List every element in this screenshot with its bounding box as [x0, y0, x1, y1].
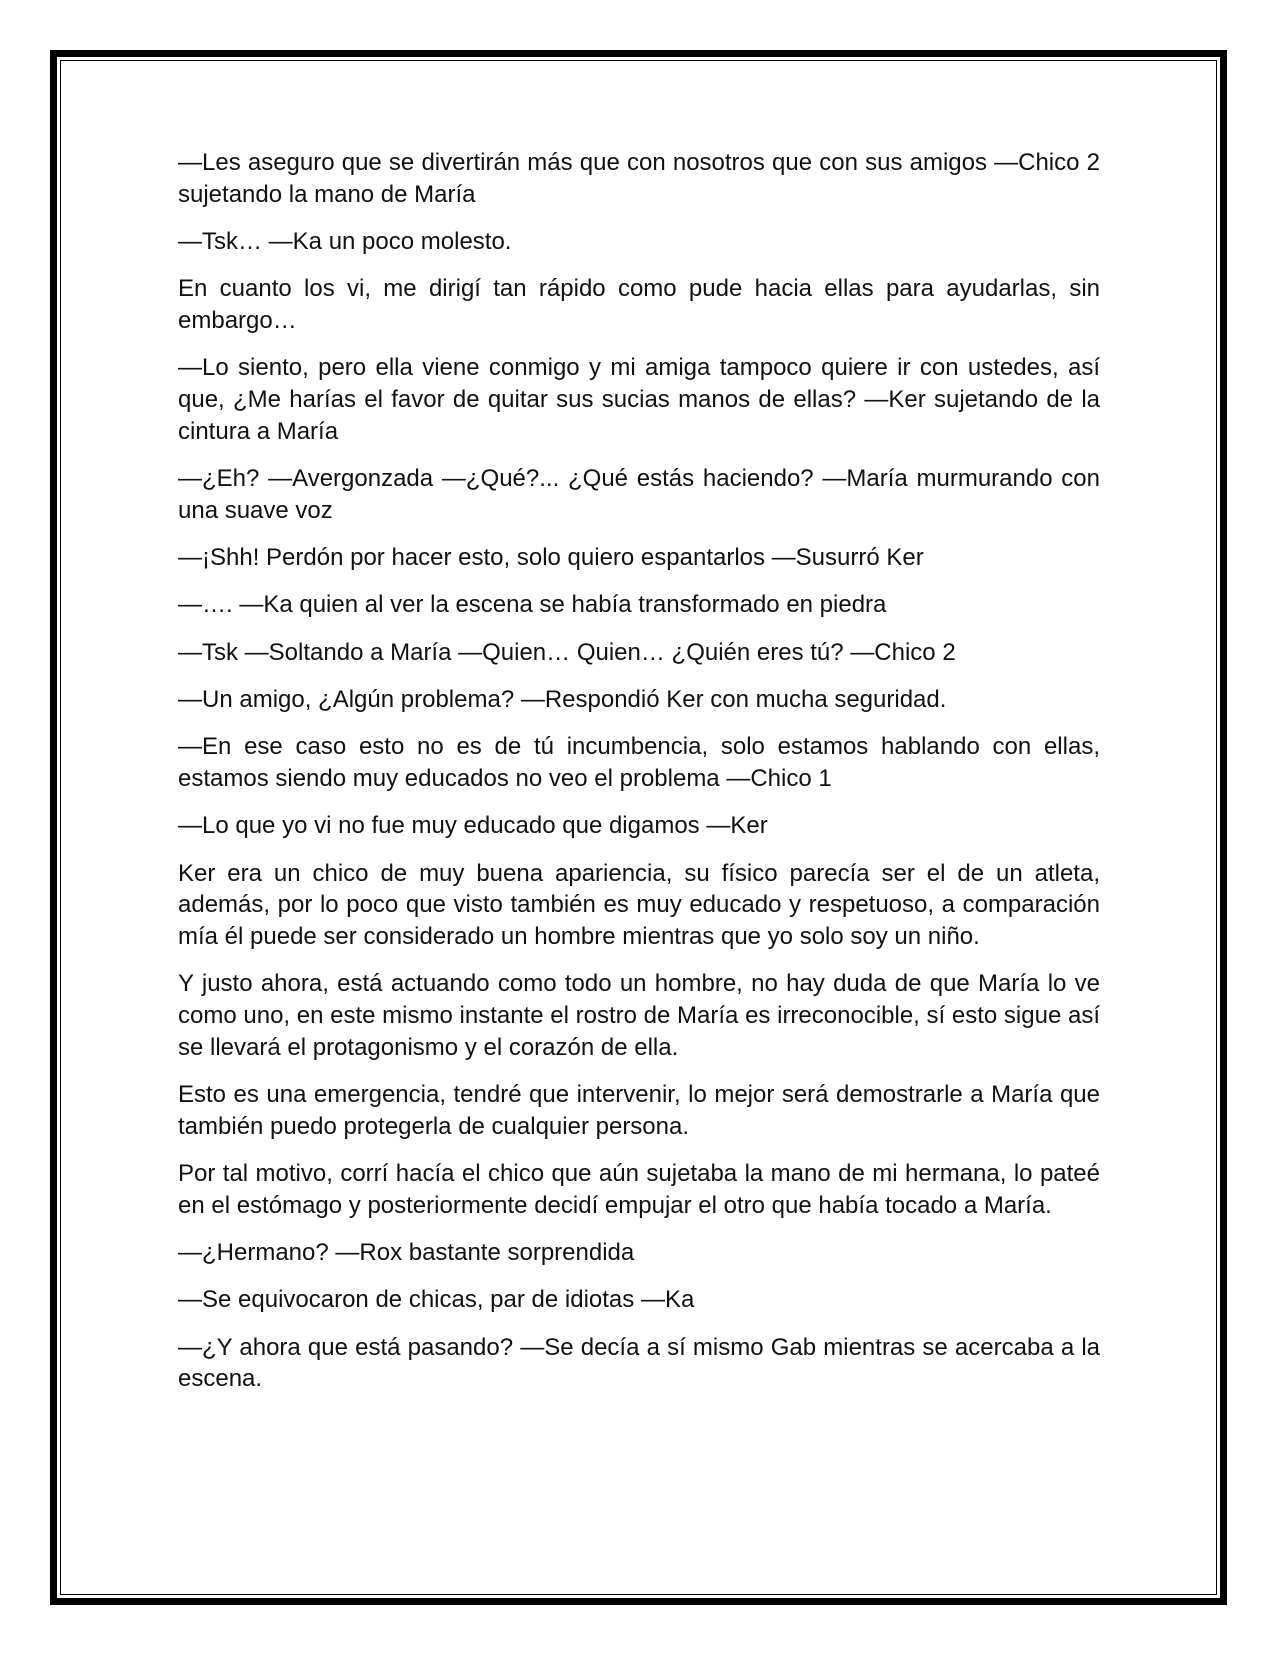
- paragraph: —Tsk… —Ka un poco molesto.: [178, 227, 512, 255]
- paragraph: —Tsk —Soltando a María —Quien… Quien… ¿Quién eres tú? —Chico 2: [178, 638, 956, 666]
- paragraph: —Lo siento, pero ella viene conmigo y mi amiga tampoco quiere ir con ustedes, así que, ¿Me harías el favor de quitar sus sucias manos de ellas? —Ker sujetando de la cintura a María: [178, 354, 1100, 445]
- paragraph: Y justo ahora, está actuando como todo un hombre, no hay duda de que María lo ve como uno, en este mismo instante el rostro de María es irreconocible, sí esto sigue así se llevará el protagonismo y el corazón de ella.: [178, 970, 1100, 1061]
- paragraph: En cuanto los vi, me dirigí tan rápido como pude hacia ellas para ayudarlas, sin embargo…: [178, 275, 1100, 334]
- paragraph: —En ese caso esto no es de tú incumbencia, solo estamos hablando con ellas, estamos siendo muy educados no veo el problema —Chico 1: [178, 733, 1100, 793]
- paragraph: —Un amigo, ¿Algún problema? —Respondió Ker con mucha seguridad.: [178, 686, 947, 714]
- paragraph: —¿Eh? —Avergonzada —¿Qué?... ¿Qué estás haciendo? —María murmurando con una suave voz: [178, 464, 1100, 524]
- paragraph: —Lo que yo vi no fue muy educado que digamos —Ker: [178, 812, 768, 840]
- paragraph: —…. —Ka quien al ver la escena se había transformado en piedra: [178, 591, 887, 619]
- page-text: [178, 147, 1100, 1411]
- paragraph: —Se equivocaron de chicas, par de idiotas —Ka: [178, 1286, 695, 1314]
- paragraph: —¿Hermano? —Rox bastante sorprendida: [178, 1238, 635, 1266]
- paragraph: Esto es una emergencia, tendré que intervenir, lo mejor será demostrarle a María que también puedo protegerla de cualquier persona.: [178, 1081, 1100, 1140]
- paragraph: Ker era un chico de muy buena apariencia, su físico parecía ser el de un atleta, además, por lo poco que visto también es muy educado y respetuoso, a comparación mía él puede ser considerado un hombre mientras que yo solo soy un niño.: [178, 859, 1100, 951]
- paragraph: —¿Y ahora que está pasando? —Se decía a sí mismo Gab mientras se acercaba a la escena.: [178, 1333, 1100, 1393]
- paragraph: —¡Shh! Perdón por hacer esto, solo quiero espantarlos —Susurró Ker: [178, 543, 924, 571]
- paragraph: —Les aseguro que se divertirán más que con nosotros que con sus amigos —Chico 2 sujetando la mano de María: [178, 149, 1100, 208]
- paragraph: Por tal motivo, corrí hacía el chico que aún sujetaba la mano de mi hermana, lo pateé en el estómago y posteriormente decidí empujar el otro que había tocado a María.: [178, 1160, 1100, 1219]
